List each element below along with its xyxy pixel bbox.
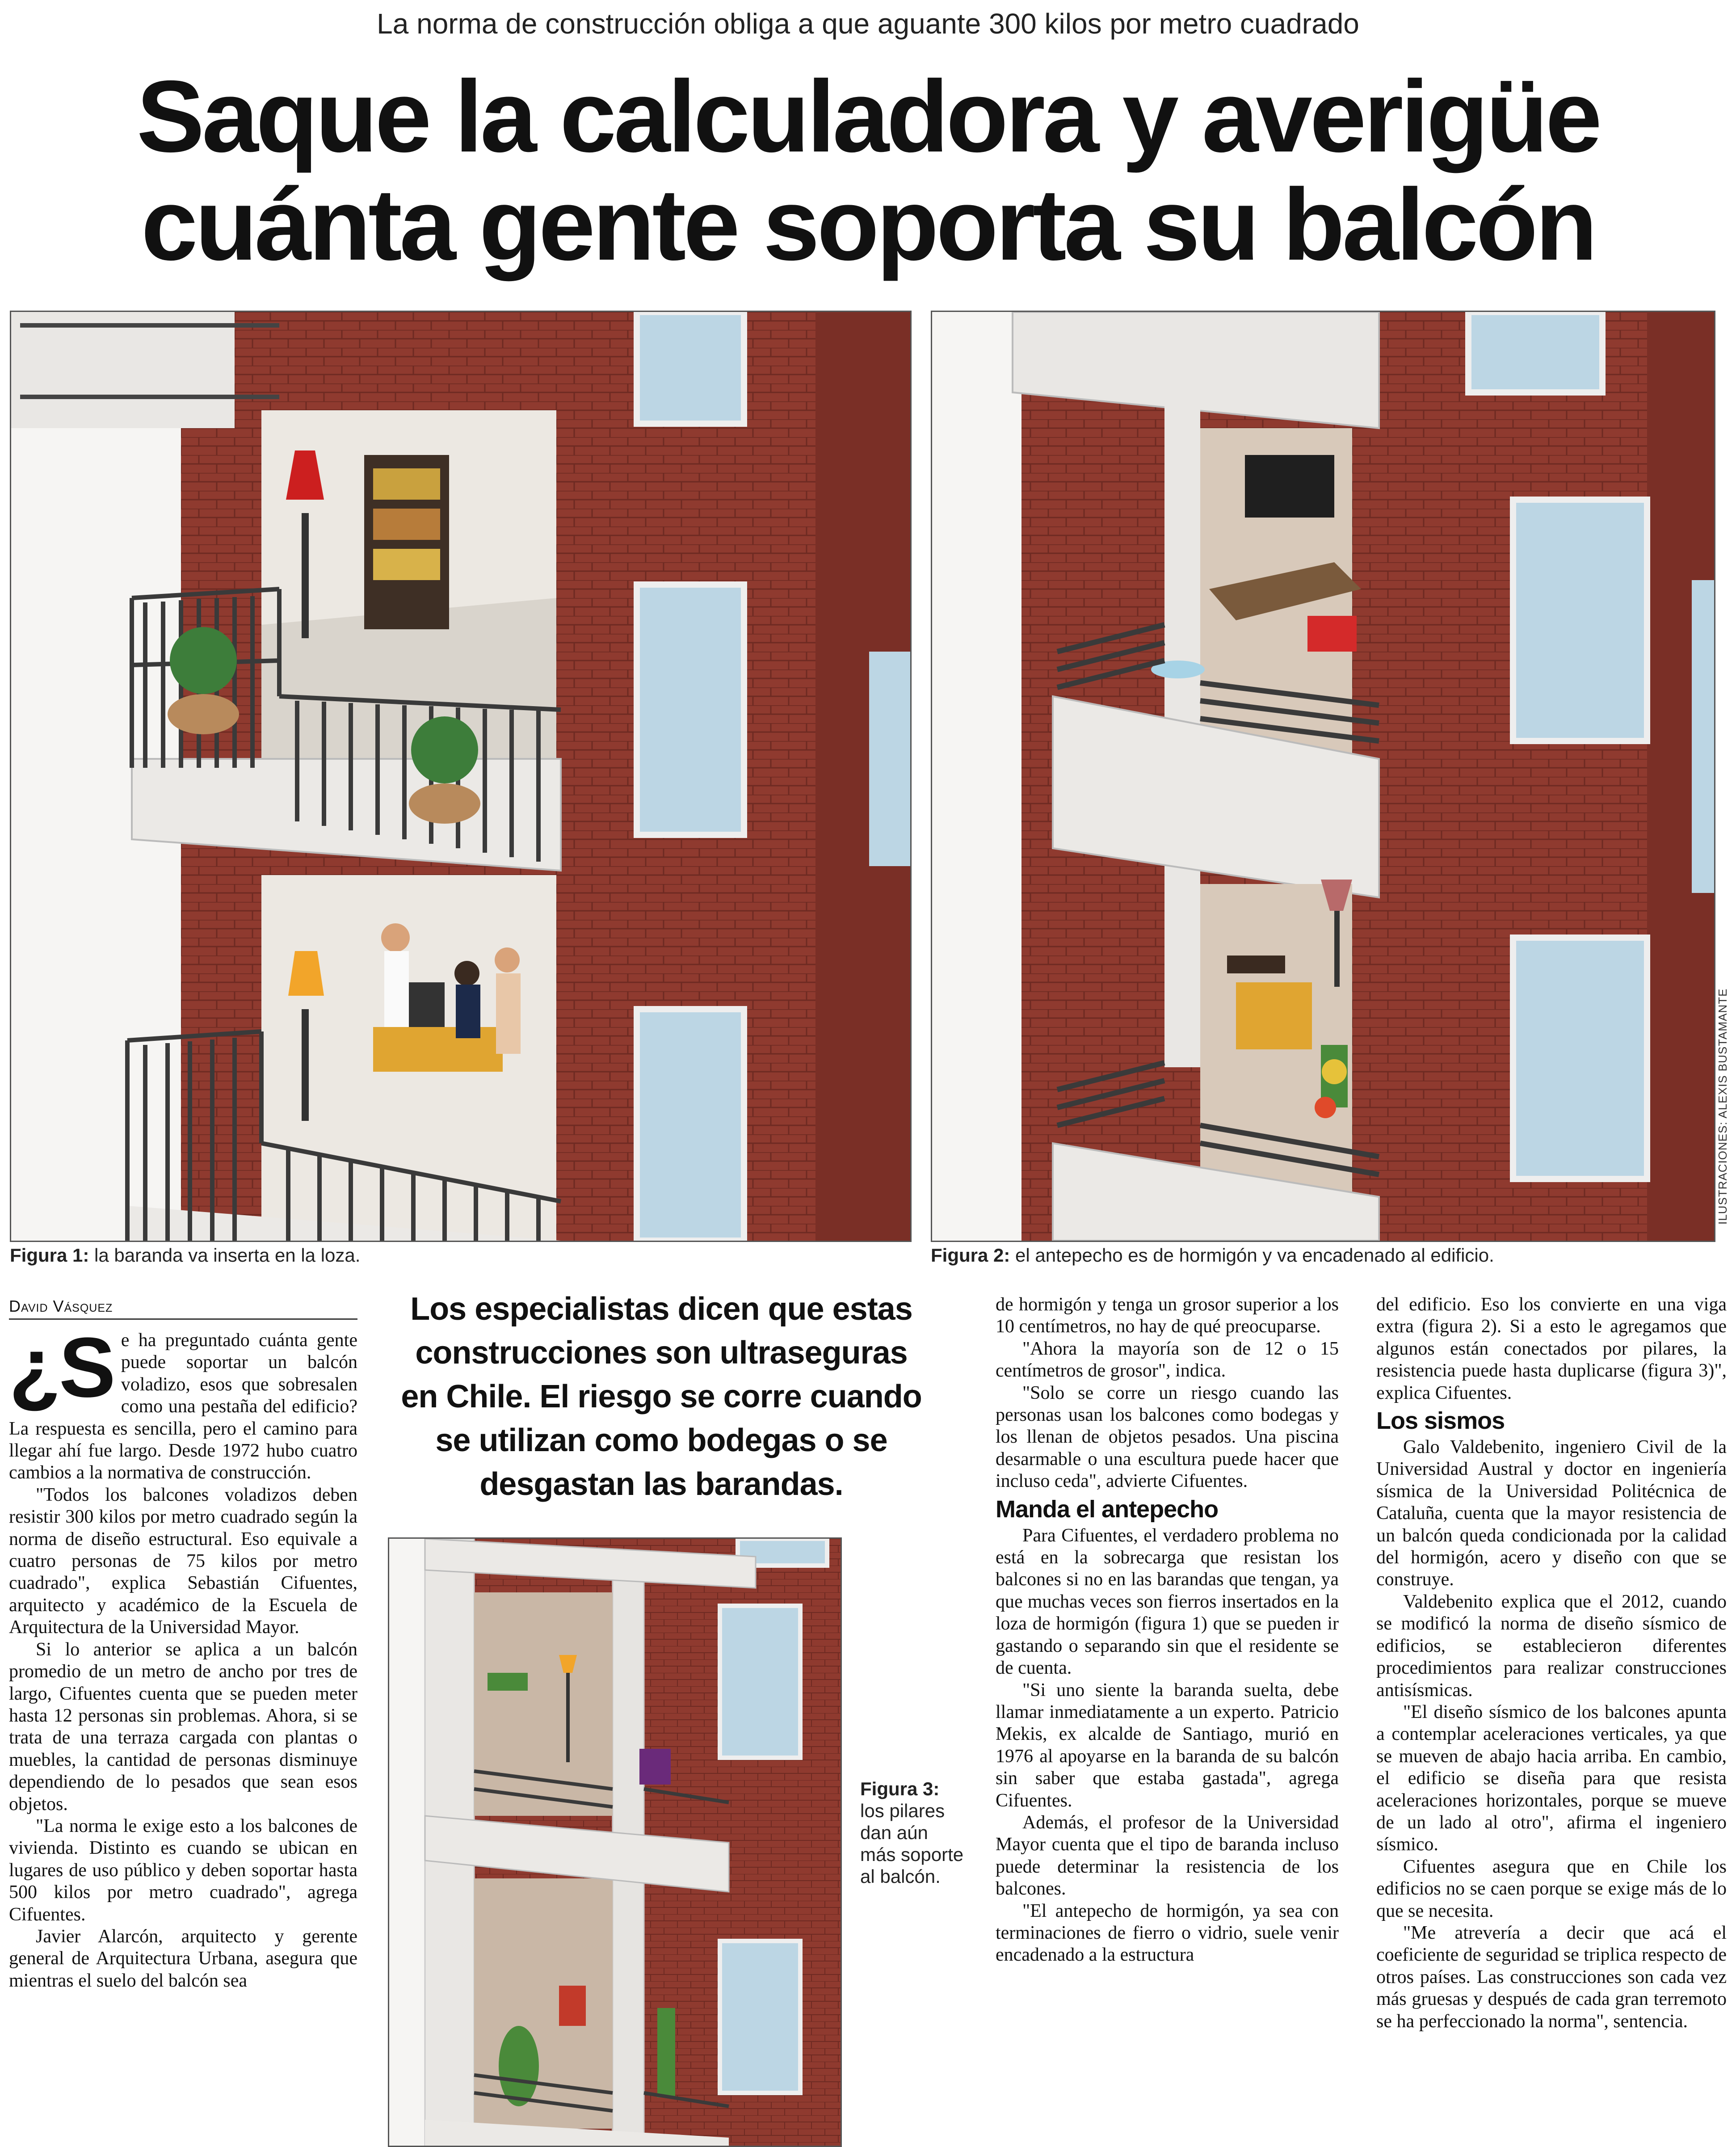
paragraph: Además, el profesor de la Universidad Mayor cuenta que el tipo de baranda incluso puede determinar la resistencia de los balcones. — [996, 1812, 1339, 1899]
kicker: La norma de construcción obliga a que aguante 300 kilos por metro cuadrado — [377, 8, 1359, 40]
paragraph: Galo Valdebenito, ingeniero Civil de la Universidad Austral y doctor en ingeniería sísmica de la Universidad Politécnica de Cataluña, cuenta que la mayor resistencia de un balcón queda condicionada por la calidad del hormigón, acero y diseño con que se construye. — [1376, 1437, 1727, 1590]
paragraph: "Me atrevería a decir que acá el coeficiente de seguridad se triplica respecto de otros países. Las construcciones son cada vez más gruesas y después de cada gran terremoto se ha perfeccionado la norma", sentencia. — [1376, 1922, 1727, 2032]
paragraph: Valdebenito explica que el 2012, cuando se modificó la norma de diseño sísmico de edificios, se establecieron diferentes procedimientos para realizar construcciones antisísmicas. — [1376, 1591, 1727, 1701]
figure-3-illustration — [388, 1537, 842, 2147]
headline — [0, 60, 1736, 282]
subheading-los-sismos: Los sismos — [1376, 1407, 1505, 1435]
subheading-manda-el-antepecho: Manda el antepecho — [996, 1495, 1219, 1523]
paragraph: Cifuentes asegura que en Chile los edificios no se caen porque se exige más de lo que se necesita. — [1376, 1856, 1727, 1921]
paragraph: "El antepecho de hormigón, ya sea con terminaciones de fierro o vidrio, suele venir encadenado a la estructura — [996, 1900, 1339, 1966]
paragraph: Para Cifuentes, el verdadero problema no está en la sobrecarga que resistan los balcones si no en las barandas que tengan, ya que muchas veces son fierros insertados en la loza de hormigón (figura 1) que se pueden ir gastando o separando sin que el residente se de cuenta. — [996, 1525, 1339, 1679]
illustration-credit — [1716, 983, 1733, 1225]
paragraph: Si lo anterior se aplica a un balcón promedio de un metro de ancho por tres de largo, Cifuentes cuenta que se pueden meter hasta 12 personas sin problemas. Ahora, si se trata de una terraza cargada con plantas o muebles, la cantidad de personas disminuye dependiendo de lo pesados que sean esos objetos. — [9, 1639, 357, 1814]
figure-3-label: Figura 3: — [860, 1778, 940, 1799]
paragraph: Javier Alarcón, arquitecto y gerente general de Arquitectura Urbana, asegura que mientras el suelo del balcón sea — [9, 1926, 357, 1991]
byline: David Vásquez — [9, 1297, 357, 1320]
illustration-credit-text: ILUSTRACIONES: ALEXIS BUSTAMANTE — [1716, 988, 1729, 1225]
paragraph: "Todos los balcones voladizos deben resistir 300 kilos por metro cuadrado según la norma de diseño estructural. Eso equivale a cuatro personas de 75 kilos por metro cuadrado", explica Sebastián Cifuentes, arquitecto y académico de la Escuela de Arquitectura de la Universidad Mayor. — [9, 1484, 357, 1638]
figure-2-caption — [931, 1244, 1690, 1267]
paragraph: "Si uno siente la baranda suelta, debe llamar inmediatamente a un experto. Patricio Mekis, ex alcalde de Santiago, murió en 1976 al apoyarse en la baranda de su balcón sin saber que estaba gastada", agrega Cifuentes. — [996, 1680, 1339, 1811]
headline-line-2: cuánta gente soporta su balcón — [141, 168, 1595, 282]
figure-2-label: Figura 2: — [931, 1245, 1010, 1266]
paragraph: del edificio. Eso los convierte en una viga extra (figura 2). Si a esto le agregamos que algunos están conectados por pilares, la resistencia puede hasta duplicarse (figura 3)", explica Cifuentes. — [1376, 1294, 1727, 1403]
article-column-1 — [9, 1320, 357, 1992]
paragraph: e ha preguntado cuánta gente puede soportar un balcón voladizo, esos que sobresalen como una pestaña del edificio? La respuesta es sencilla, pero el camino para llegar ahí fue largo. Desde 1972 hubo cuatro cambios a la normativa de construcción. — [9, 1330, 357, 1483]
paragraph: de hormigón y tenga un grosor superior a los 10 centímetros, no hay de qué preocuparse. — [996, 1294, 1339, 1337]
article-column-4 — [1376, 1294, 1727, 2033]
figure-2-illustration — [931, 311, 1715, 1242]
paragraph: "Ahora la mayoría son de 12 o 15 centímetros de grosor", indica. — [996, 1338, 1339, 1381]
paragraph: "La norma le exige esto a los balcones de vivienda. Distinto es cuando se ubican en lugares de uso público y deben soportar hasta 500 kilos por metro cuadrado", agrega Cifuentes. — [9, 1815, 357, 1925]
figure-1-illustration — [10, 311, 912, 1242]
article-column-3 — [996, 1294, 1339, 1966]
figure-1-caption — [10, 1244, 886, 1267]
drop-cap: ¿S — [9, 1320, 114, 1415]
headline-line-1: Saque la calculadora y averigüe — [136, 60, 1600, 173]
figure-2-caption-text: el antepecho es de hormigón y va encadenado al edificio. — [1010, 1245, 1494, 1266]
figure-3-caption — [860, 1778, 967, 1887]
figure-1-label: Figura 1: — [10, 1245, 89, 1266]
paragraph: "El diseño sísmico de los balcones apunta a contemplar aceleraciones verticales, ya que se mueven de abajo hacia arriba. En cambio, el edificio se diseña para que resista aceleraciones horizontales, porque se mueve de un lado al otro", afirma el ingeniero sísmico. — [1376, 1701, 1727, 1855]
pull-quote: Los especialistas dicen que estas construcciones son ultraseguras en Chile. El riesgo se corre cuando se utilizan como bodegas o se desgastan las barandas. — [401, 1291, 922, 1502]
paragraph: "Solo se corre un riesgo cuando las personas usan los balcones como bodegas y los llenan de objetos pesados. Una piscina desarmable o una escultura puede hacer que incluso ceda", advierte Cifuentes. — [996, 1382, 1339, 1492]
figure-1-caption-text: la baranda va inserta en la loza. — [89, 1245, 361, 1266]
figure-3-caption-text: los pilares dan aún más soporte al balcón. — [860, 1800, 964, 1887]
